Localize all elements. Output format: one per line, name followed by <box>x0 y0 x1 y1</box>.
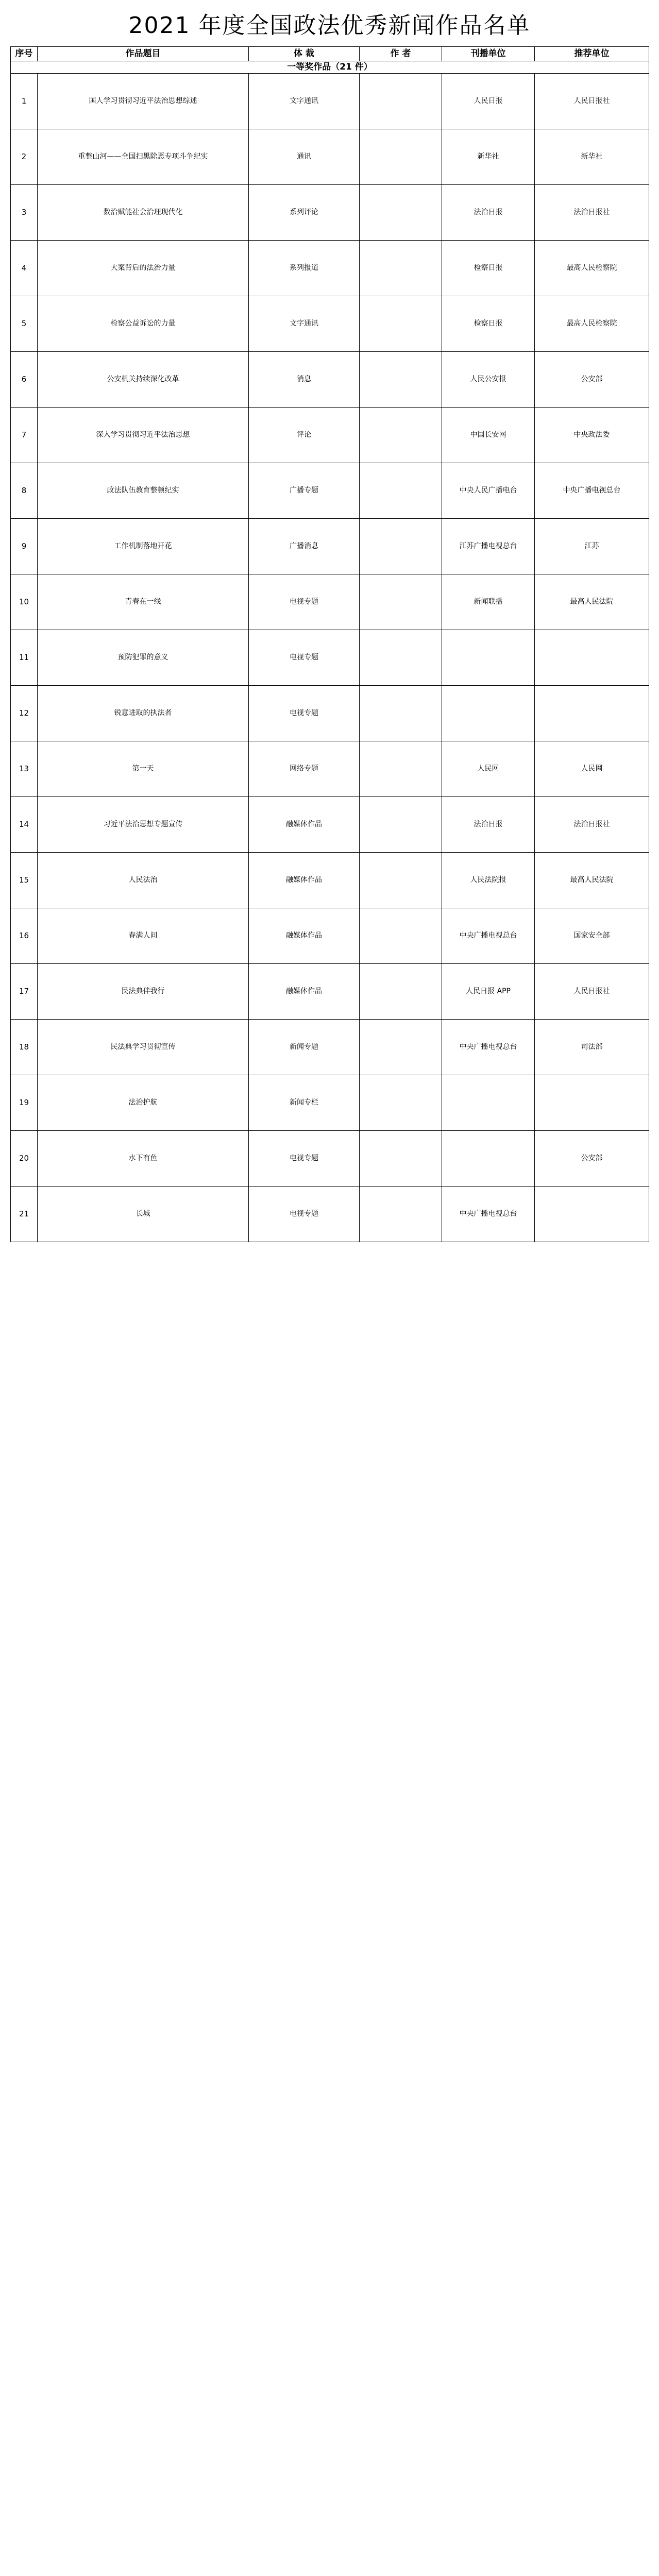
cell-seq: 1 <box>11 74 38 129</box>
table-row <box>11 408 649 463</box>
group-label: 一等奖作品（21 件） <box>11 61 649 74</box>
cell-author <box>360 1187 442 1242</box>
cell-publisher <box>442 1131 535 1187</box>
header-title: 作品题目 <box>38 47 249 61</box>
cell-recommender <box>535 1187 649 1242</box>
cell-genre: 融媒体作品 <box>249 964 360 1020</box>
cell-publisher: 人民公安报 <box>442 352 535 408</box>
table-row <box>11 853 649 908</box>
cell-recommender: 法治日报社 <box>535 797 649 853</box>
cell-seq: 16 <box>11 908 38 964</box>
cell-seq: 13 <box>11 741 38 797</box>
cell-author <box>360 352 442 408</box>
cell-author <box>360 1131 442 1187</box>
cell-title: 第一天 <box>38 741 249 797</box>
cell-author <box>360 296 442 352</box>
cell-title: 长城 <box>38 1187 249 1242</box>
cell-seq: 9 <box>11 519 38 574</box>
cell-publisher: 中国长安网 <box>442 408 535 463</box>
cell-author <box>360 185 442 241</box>
cell-recommender: 人民网 <box>535 741 649 797</box>
cell-recommender <box>535 1075 649 1131</box>
cell-title: 锐意进取的执法者 <box>38 686 249 741</box>
table-row <box>11 519 649 574</box>
cell-seq: 3 <box>11 185 38 241</box>
table-row <box>11 74 649 129</box>
cell-genre: 电视专题 <box>249 1131 360 1187</box>
cell-publisher: 中央广播电视总台 <box>442 908 535 964</box>
cell-genre: 融媒体作品 <box>249 853 360 908</box>
table-row <box>11 463 649 519</box>
cell-author <box>360 519 442 574</box>
group-header-row <box>11 61 649 74</box>
cell-title: 水下有鱼 <box>38 1131 249 1187</box>
cell-publisher <box>442 686 535 741</box>
table-row <box>11 352 649 408</box>
cell-genre: 消息 <box>249 352 360 408</box>
cell-publisher <box>442 1075 535 1131</box>
cell-seq: 5 <box>11 296 38 352</box>
cell-recommender: 江苏 <box>535 519 649 574</box>
header-author: 作 者 <box>360 47 442 61</box>
cell-seq: 12 <box>11 686 38 741</box>
cell-genre: 网络专题 <box>249 741 360 797</box>
cell-genre: 新闻专栏 <box>249 1075 360 1131</box>
table-row <box>11 686 649 741</box>
cell-author <box>360 741 442 797</box>
header-seq: 序号 <box>11 47 38 61</box>
cell-recommender: 国家安全部 <box>535 908 649 964</box>
cell-title: 政法队伍教育整顿纪实 <box>38 463 249 519</box>
cell-recommender: 法治日报社 <box>535 185 649 241</box>
cell-publisher: 法治日报 <box>442 185 535 241</box>
cell-author <box>360 908 442 964</box>
cell-genre: 系列报道 <box>249 241 360 296</box>
table-row <box>11 129 649 185</box>
cell-publisher: 中央人民广播电台 <box>442 463 535 519</box>
cell-publisher: 人民日报 <box>442 74 535 129</box>
cell-seq: 7 <box>11 408 38 463</box>
cell-title: 数治赋能社会治理现代化 <box>38 185 249 241</box>
cell-genre: 评论 <box>249 408 360 463</box>
cell-recommender <box>535 686 649 741</box>
table-row <box>11 296 649 352</box>
cell-publisher: 人民网 <box>442 741 535 797</box>
cell-recommender: 最高人民检察院 <box>535 241 649 296</box>
header-recommender: 推荐单位 <box>535 47 649 61</box>
cell-author <box>360 129 442 185</box>
cell-genre: 新闻专题 <box>249 1020 360 1075</box>
cell-author <box>360 630 442 686</box>
cell-genre: 电视专题 <box>249 630 360 686</box>
cell-recommender: 人民日报社 <box>535 74 649 129</box>
cell-author <box>360 686 442 741</box>
cell-seq: 8 <box>11 463 38 519</box>
cell-recommender <box>535 630 649 686</box>
table-row <box>11 797 649 853</box>
cell-recommender: 最高人民检察院 <box>535 296 649 352</box>
cell-title: 法治护航 <box>38 1075 249 1131</box>
cell-title: 春满人间 <box>38 908 249 964</box>
cell-publisher: 新华社 <box>442 129 535 185</box>
cell-seq: 17 <box>11 964 38 1020</box>
cell-seq: 11 <box>11 630 38 686</box>
cell-title: 工作机制落地开花 <box>38 519 249 574</box>
cell-seq: 21 <box>11 1187 38 1242</box>
table-row <box>11 1020 649 1075</box>
cell-seq: 18 <box>11 1020 38 1075</box>
table-header-row <box>11 47 649 61</box>
cell-title: 大案背后的法治力量 <box>38 241 249 296</box>
cell-author <box>360 1020 442 1075</box>
cell-recommender: 司法部 <box>535 1020 649 1075</box>
cell-publisher: 检察日报 <box>442 241 535 296</box>
cell-genre: 广播消息 <box>249 519 360 574</box>
cell-seq: 14 <box>11 797 38 853</box>
cell-title: 公安机关持续深化改革 <box>38 352 249 408</box>
cell-publisher: 中央广播电视总台 <box>442 1187 535 1242</box>
cell-genre: 广播专题 <box>249 463 360 519</box>
cell-seq: 10 <box>11 574 38 630</box>
cell-genre: 电视专题 <box>249 686 360 741</box>
table-row <box>11 1187 649 1242</box>
cell-author <box>360 74 442 129</box>
cell-title: 人民法治 <box>38 853 249 908</box>
cell-genre: 电视专题 <box>249 1187 360 1242</box>
cell-seq: 4 <box>11 241 38 296</box>
cell-recommender: 公安部 <box>535 352 649 408</box>
cell-recommender: 中央政法委 <box>535 408 649 463</box>
table-row <box>11 241 649 296</box>
cell-author <box>360 853 442 908</box>
cell-publisher: 江苏广播电视总台 <box>442 519 535 574</box>
cell-publisher: 中央广播电视总台 <box>442 1020 535 1075</box>
cell-title: 深入学习贯彻习近平法治思想 <box>38 408 249 463</box>
cell-title: 重整山河——全国扫黑除恶专项斗争纪实 <box>38 129 249 185</box>
cell-title: 检察公益诉讼的力量 <box>38 296 249 352</box>
cell-author <box>360 797 442 853</box>
cell-author <box>360 408 442 463</box>
cell-title: 青春在一线 <box>38 574 249 630</box>
cell-author <box>360 964 442 1020</box>
cell-seq: 2 <box>11 129 38 185</box>
table-row <box>11 741 649 797</box>
cell-title: 习近平法治思想专题宣传 <box>38 797 249 853</box>
cell-author <box>360 463 442 519</box>
cell-author <box>360 574 442 630</box>
cell-author <box>360 241 442 296</box>
table-row <box>11 630 649 686</box>
table-row <box>11 964 649 1020</box>
cell-seq: 19 <box>11 1075 38 1131</box>
cell-title: 民法典学习贯彻宣传 <box>38 1020 249 1075</box>
cell-title: 民法典伴我行 <box>38 964 249 1020</box>
cell-publisher <box>442 630 535 686</box>
table-row <box>11 1131 649 1187</box>
cell-genre: 融媒体作品 <box>249 797 360 853</box>
cell-publisher: 检察日报 <box>442 296 535 352</box>
cell-publisher: 人民法院报 <box>442 853 535 908</box>
cell-recommender: 最高人民法院 <box>535 853 649 908</box>
cell-seq: 15 <box>11 853 38 908</box>
cell-title: 预防犯罪的意义 <box>38 630 249 686</box>
cell-genre: 融媒体作品 <box>249 908 360 964</box>
cell-seq: 6 <box>11 352 38 408</box>
cell-genre: 电视专题 <box>249 574 360 630</box>
cell-genre: 系列评论 <box>249 185 360 241</box>
cell-recommender: 人民日报社 <box>535 964 649 1020</box>
cell-author <box>360 1075 442 1131</box>
cell-recommender: 最高人民法院 <box>535 574 649 630</box>
page-title: 2021 年度全国政法优秀新闻作品名单 <box>128 12 531 39</box>
cell-genre: 文字通讯 <box>249 74 360 129</box>
awards-table <box>10 46 649 1242</box>
cell-recommender: 新华社 <box>535 129 649 185</box>
cell-seq: 20 <box>11 1131 38 1187</box>
table-row <box>11 574 649 630</box>
cell-genre: 通讯 <box>249 129 360 185</box>
cell-publisher: 法治日报 <box>442 797 535 853</box>
cell-recommender: 公安部 <box>535 1131 649 1187</box>
cell-title: 国人学习贯彻习近平法治思想综述 <box>38 74 249 129</box>
header-genre: 体 裁 <box>249 47 360 61</box>
table-row <box>11 1075 649 1131</box>
header-publisher: 刊播单位 <box>442 47 535 61</box>
cell-genre: 文字通讯 <box>249 296 360 352</box>
table-row <box>11 908 649 964</box>
table-row <box>11 185 649 241</box>
cell-recommender: 中央广播电视总台 <box>535 463 649 519</box>
cell-publisher: 新闻联播 <box>442 574 535 630</box>
cell-publisher: 人民日报 APP <box>442 964 535 1020</box>
